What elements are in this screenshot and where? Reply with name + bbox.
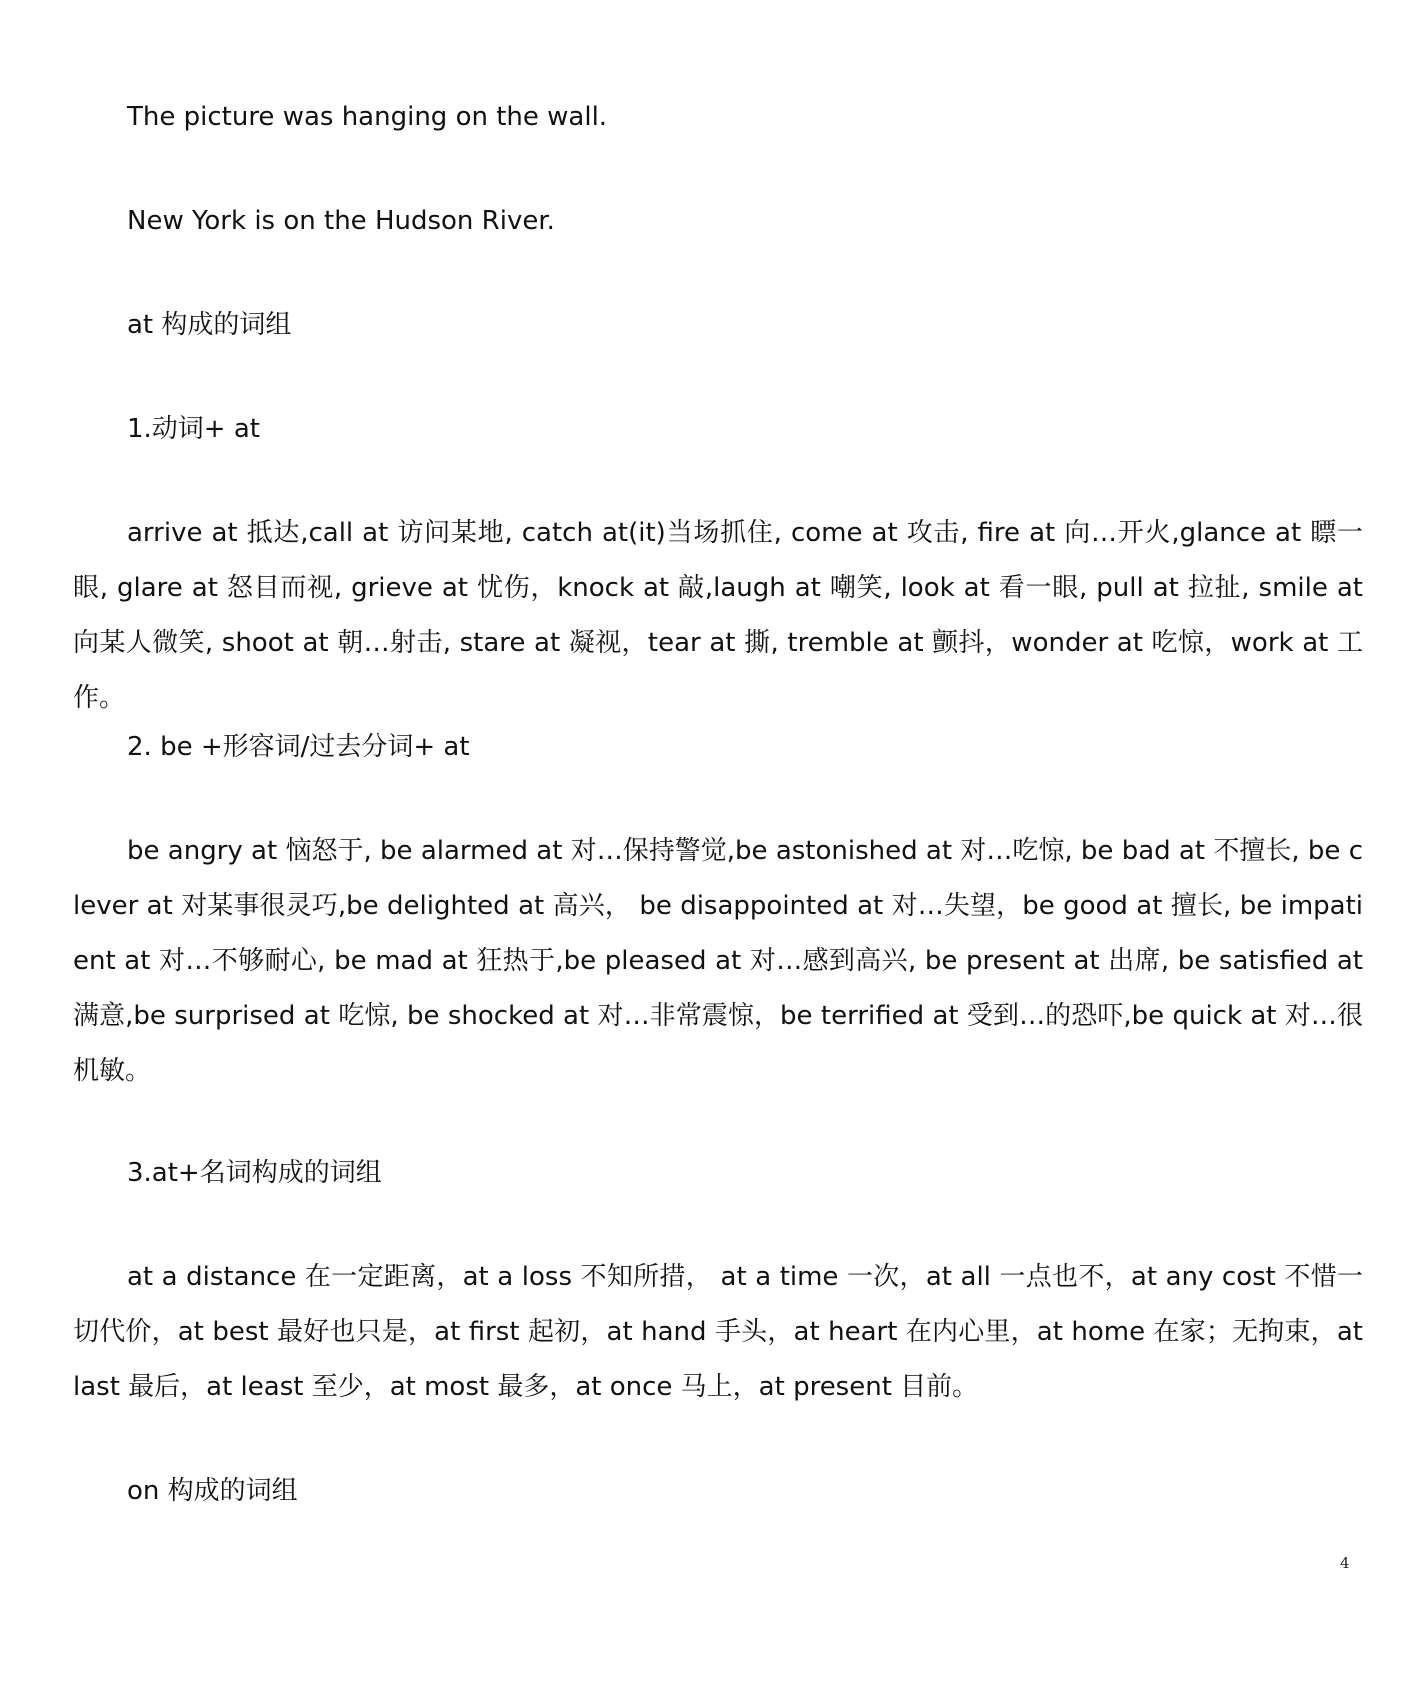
subheading-at-noun: 3.at+名词构成的词组 — [127, 1158, 382, 1188]
subheading-verb-at: 1.动词+ at — [127, 414, 260, 444]
section-heading-on: on 构成的词组 — [127, 1476, 298, 1506]
paragraph-be-adj-at-list: be angry at 恼怒于, be alarmed at 对…保持警觉,be astonished at 对…吃惊, be bad at 不擅长, be clever at 对某事很灵巧,be delighted at 高兴， be disappointed at 对…失望，be good at 擅长, be impatient at 对…不够耐心, be mad at 狂热于,be pleased at 对…感到高兴, be present at 出席, be satisfied at 满意,be surprised at 吃惊, be shocked at 对…非常震惊，be terrified at 受到…的恐吓,be quick at 对…很机敏。 — [73, 836, 1363, 1086]
section-heading-at: at 构成的词组 — [127, 310, 292, 340]
example-sentence-new-york: New York is on the Hudson River. — [127, 206, 555, 236]
page-number: 4 — [1340, 1554, 1350, 1572]
paragraph-verb-at-list: arrive at 抵达,call at 访问某地, catch at(it)当场抓住, come at 攻击, fire at 向…开火,glance at 瞟一眼, glare at 怒目而视, grieve at 忧伤，knock at 敲,laugh at 嘲笑, look at 看一眼, pull at 拉扯, smile at 向某人微笑, shoot at 朝…射击, stare at 凝视，tear at 撕, tremble at 颤抖，wonder at 吃惊，work at 工作。 — [73, 518, 1363, 713]
paragraph-at-noun-list: at a distance 在一定距离，at a loss 不知所措， at a time 一次，at all 一点也不，at any cost 不惜一切代价，at best 最好也只是，at first 起初，at hand 手头，at heart 在内心里，at home 在家；无拘束，at last 最后，at least 至少，at most 最多，at once 马上，at present 目前。 — [73, 1262, 1363, 1402]
subheading-be-adj-at: 2. be +形容词/过去分词+ at — [127, 732, 470, 762]
example-sentence-picture: The picture was hanging on the wall. — [127, 102, 608, 132]
